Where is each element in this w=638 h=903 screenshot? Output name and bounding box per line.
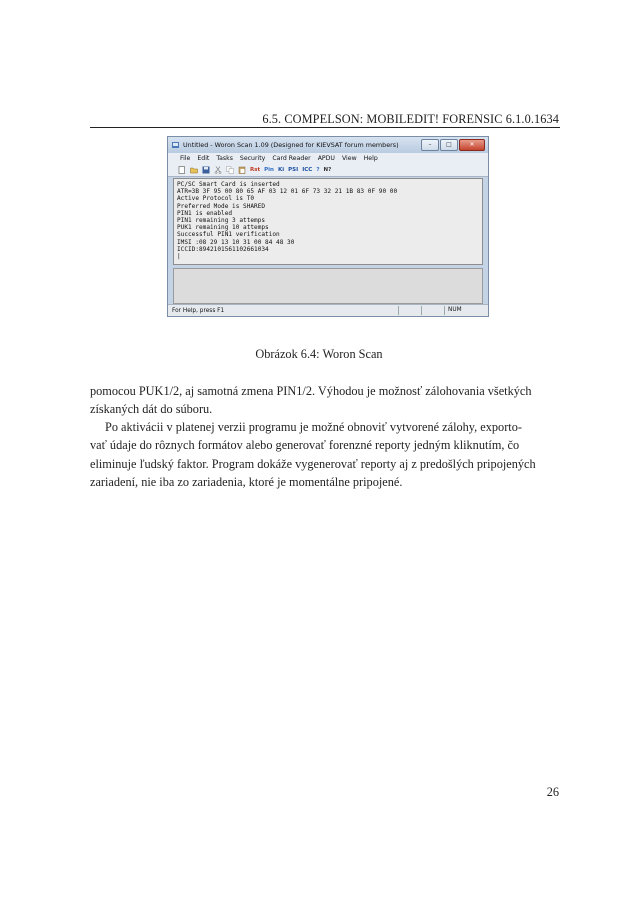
figure-caption: Obrázok 6.4: Woron Scan <box>255 347 383 361</box>
terminal-cursor: | <box>177 253 181 261</box>
new-file-icon[interactable] <box>178 166 186 174</box>
terminal-line: PC/SC Smart Card is inserted <box>177 181 280 188</box>
open-folder-icon[interactable] <box>190 166 198 174</box>
context-help-icon[interactable]: N? <box>323 167 332 173</box>
reset-button[interactable]: Rst <box>250 167 261 173</box>
statusbar <box>168 304 488 316</box>
copy-icon[interactable] <box>226 166 234 174</box>
terminal-line: IMSI :08 29 13 10 31 00 84 48 30 <box>177 238 295 246</box>
ki-button[interactable]: Ki <box>277 167 285 173</box>
text-line: získaných dát do súboru. <box>90 402 213 417</box>
status-cell <box>398 306 421 315</box>
text-line: eliminuje ľudský faktor. Program dokáže vygenerovať reporty aj z predošlých pripojených <box>90 456 536 471</box>
page-number: 26 <box>546 785 559 799</box>
menu-help[interactable]: Help <box>363 155 378 162</box>
menu-apdu[interactable]: APDU <box>317 155 335 162</box>
paragraph-2 <box>90 418 560 491</box>
close-button[interactable]: ✕ <box>459 139 485 151</box>
minimize-button[interactable]: – <box>421 139 439 151</box>
text-line: zariadení, nie iba zo zariadenia, ktoré je momentálne pripojené. <box>90 474 403 489</box>
terminal-line: ICCID:8942101561102661034 <box>177 245 269 253</box>
cut-icon[interactable] <box>214 166 222 174</box>
terminal-line: ATR=3B 3F 95 00 80 65 AF 03 12 01 6F 73 32 21 1B 83 0F 90 00 <box>177 188 398 196</box>
terminal-line: Active Protocol is T0 <box>177 195 255 203</box>
toolbar <box>168 164 488 177</box>
app-icon <box>172 141 180 149</box>
menu-card-reader[interactable]: Card Reader <box>272 155 311 162</box>
menu-edit[interactable]: Edit <box>197 155 210 162</box>
pin-button[interactable]: Pin <box>264 167 274 173</box>
terminal-line: PIN1 remaining 3 attemps <box>177 217 266 225</box>
menu-file[interactable]: File <box>180 155 191 162</box>
terminal-line: PIN1 is enabled <box>177 209 233 217</box>
lower-pane <box>173 268 483 304</box>
maximize-button[interactable]: □ <box>440 139 458 151</box>
text-line: Po aktivácii v platenej verzii programu je možné obnoviť vytvorené zálohy, exporto- <box>105 420 522 434</box>
window-buttons <box>421 139 485 151</box>
icc-button[interactable]: ICC <box>302 167 313 173</box>
header-rule <box>90 127 560 128</box>
window-titlebar <box>168 137 488 153</box>
psi-button[interactable]: PSI <box>288 167 299 173</box>
status-cell <box>421 306 444 315</box>
paste-icon[interactable] <box>238 166 246 174</box>
paragraph-1 <box>90 382 560 419</box>
status-text: For Help, press F1 <box>172 307 225 314</box>
terminal-line: Successful PIN1 verification <box>177 231 280 239</box>
menu-security[interactable]: Security <box>239 155 266 162</box>
screenshot-figure <box>167 136 489 317</box>
save-icon[interactable] <box>202 166 210 174</box>
terminal-line: PUK1 remaining 10 attemps <box>177 224 269 232</box>
terminal-line: Preferred Mode is SHARED <box>177 202 266 210</box>
window-title: Untitled - Woron Scan 1.09 (Designed for KIEVSAT forum members) <box>183 141 399 149</box>
terminal-output[interactable] <box>173 178 483 265</box>
help-icon[interactable]: ? <box>316 167 320 173</box>
status-num-indicator: NUM <box>444 306 488 315</box>
menu-view[interactable]: View <box>341 155 357 162</box>
running-header: 6.5. COMPELSON: MOBILEDIT! FORENSIC 6.1.0.1634 <box>262 112 559 126</box>
text-line: vať údaje do rôznych formátov alebo generovať forenzné reporty jedným kliknutím, čo <box>90 438 520 453</box>
menubar <box>168 153 488 164</box>
menu-tasks[interactable]: Tasks <box>216 155 233 162</box>
text-line: pomocou PUK1/2, aj samotná zmena PIN1/2. Výhodou je možnosť zálohovania všetkých <box>90 384 532 398</box>
